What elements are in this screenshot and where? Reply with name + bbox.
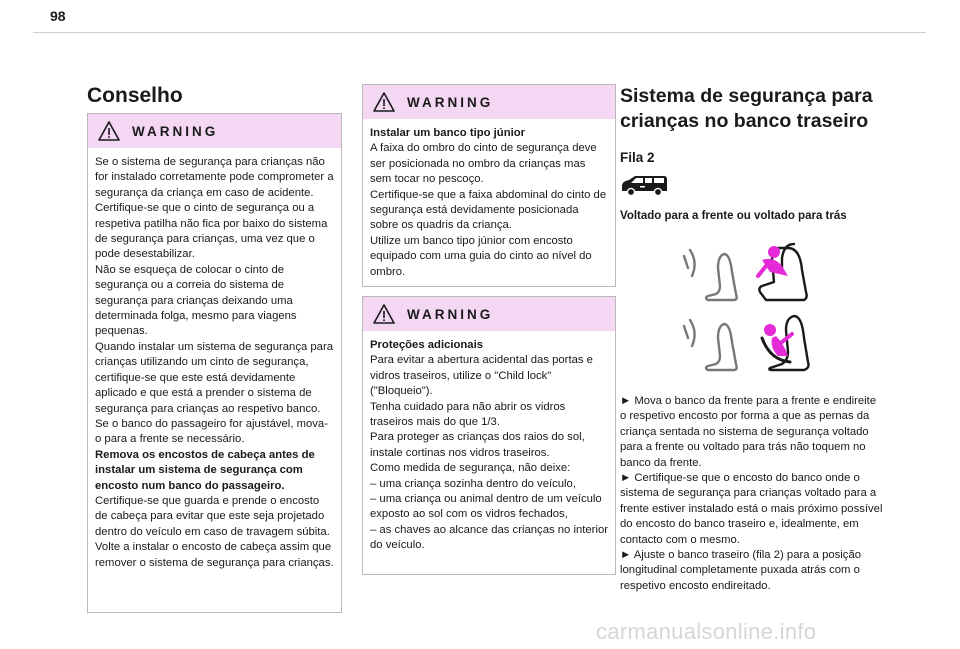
- warning-header: [363, 85, 615, 119]
- warning-triangle-icon: [98, 121, 120, 141]
- warning-paragraph: Como medida de segurança, não deixe:: [370, 462, 571, 475]
- warning-paragraph: Se o sistema de segurança para crianças não for instalado corretamente pode comprometer a segurança da criança em caso de acidente.: [95, 156, 334, 199]
- watermark: carmanualsonline.info: [596, 619, 817, 644]
- section-title-conselho: Conselho: [87, 84, 183, 107]
- warning-label: WARNING: [132, 123, 219, 139]
- orientation-subtitle: Voltado para a frente ou voltado para trás: [620, 210, 847, 222]
- warning-paragraph-bold: Remova os encostos de cabeça antes de instalar um sistema de segurança com encosto num banco do passageiro.: [95, 448, 315, 492]
- warning-paragraph: Para proteger as crianças dos raios do sol, instale cortinas nos vidros traseiros.: [370, 431, 585, 459]
- warning-paragraph: Tenha cuidado para não abrir os vidros traseiros mais do que 1/3.: [370, 400, 566, 429]
- right-column: [620, 84, 885, 594]
- warning-paragraph: Certifique-se que a faixa abdominal do cinto de segurança está devidamente posicionada sobre os quadris da criança.: [370, 188, 607, 232]
- instruction-step: ► Certifique-se que o encosto do banco onde o sistema de segurança para crianças voltado para a frente estiver instalado está o mais próximo possível do encosto do banco traseiro e, idealmente, em contacto com o mesmo.: [620, 472, 883, 546]
- warning-paragraph: Certifique-se que o cinto de segurança ou a respetiva patilha não fica por baixo do sistema de segurança para crianças, uma vez que o pode desestabilizar.: [95, 202, 328, 261]
- warning-body: [363, 331, 615, 554]
- warning-box-conselho: [87, 113, 342, 613]
- warning-box-junior-seat: [362, 84, 616, 287]
- warning-list-item: – uma criança sozinha dentro do veículo,: [370, 477, 576, 490]
- van-icon: [620, 174, 670, 198]
- rear-facing-seat-icon: [678, 312, 838, 374]
- warning-paragraph: Quando instalar um sistema de segurança para crianças utilizando um cinto de segurança, certifique-se que este está devidamente aplicado e que está a prender o sistema de segurança para crianças ao respetivo banco. Se o banco do passageiro for ajustável, mova-o para a frente se necessário.: [95, 340, 333, 446]
- warning-paragraph: Não se esqueça de colocar o cinto de segurança ou a correia do sistema de segurança para crianças deixando uma determinada folga, mesmo para viagens pequenas.: [95, 263, 297, 338]
- page-number: 98: [50, 8, 66, 24]
- warning-body: [363, 119, 615, 280]
- warning-box-additional-protection: [362, 296, 616, 575]
- instruction-steps: [620, 394, 885, 594]
- warning-body: [88, 148, 341, 571]
- warning-title: Proteções adicionais: [370, 339, 484, 351]
- warning-header: [88, 114, 341, 148]
- warning-triangle-icon: [373, 92, 395, 112]
- warning-triangle-icon: [373, 304, 395, 324]
- warning-list-item: – as chaves ao alcance das crianças no interior do veículo.: [370, 523, 608, 552]
- warning-title: Instalar um banco tipo júnior: [370, 127, 526, 139]
- forward-facing-seat-icon: [678, 242, 838, 304]
- instruction-step: ► Mova o banco da frente para a frente e endireite o respetivo encosto por forma a que as pernas da criança sentada no sistema de segurança voltado para a frente ou voltado para trás não toquem no banco da frente.: [620, 395, 877, 469]
- warning-paragraph: Certifique-se que guarda e prende o encosto de cabeça para evitar que este seja projetado dentro do veículo em caso de travagem súbita. Volte a instalar o encosto de cabeça assim que remover o sistema de segurança para crianças.: [95, 494, 334, 569]
- warning-paragraph: Utilize um banco tipo júnior com encosto equipado com uma guia do cinto ao nível do ombro.: [370, 234, 592, 278]
- header-divider: [33, 32, 926, 33]
- warning-paragraph: A faixa do ombro do cinto de segurança deve ser posicionada no ombro da crianças mas sem tocar no pescoço.: [370, 142, 597, 186]
- row-title: Fila 2: [620, 150, 655, 165]
- warning-list-item: – uma criança ou animal dentro de um veículo exposto ao sol com os vidros fechados,: [370, 493, 602, 521]
- instruction-step: ► Ajuste o banco traseiro (fila 2) para a posição longitudinal completamente puxada atrás com o respetivo encosto endireitado.: [620, 549, 862, 592]
- section-title-rear-seat: Sistema de segurança para crianças no banco traseiro: [620, 85, 873, 132]
- warning-header: [363, 297, 615, 331]
- warning-paragraph: Para evitar a abertura acidental das portas e vidros traseiros, utilize o "Child lock" ("Bloqueio").: [370, 354, 593, 398]
- warning-label: WARNING: [407, 306, 494, 322]
- warning-label: WARNING: [407, 94, 494, 110]
